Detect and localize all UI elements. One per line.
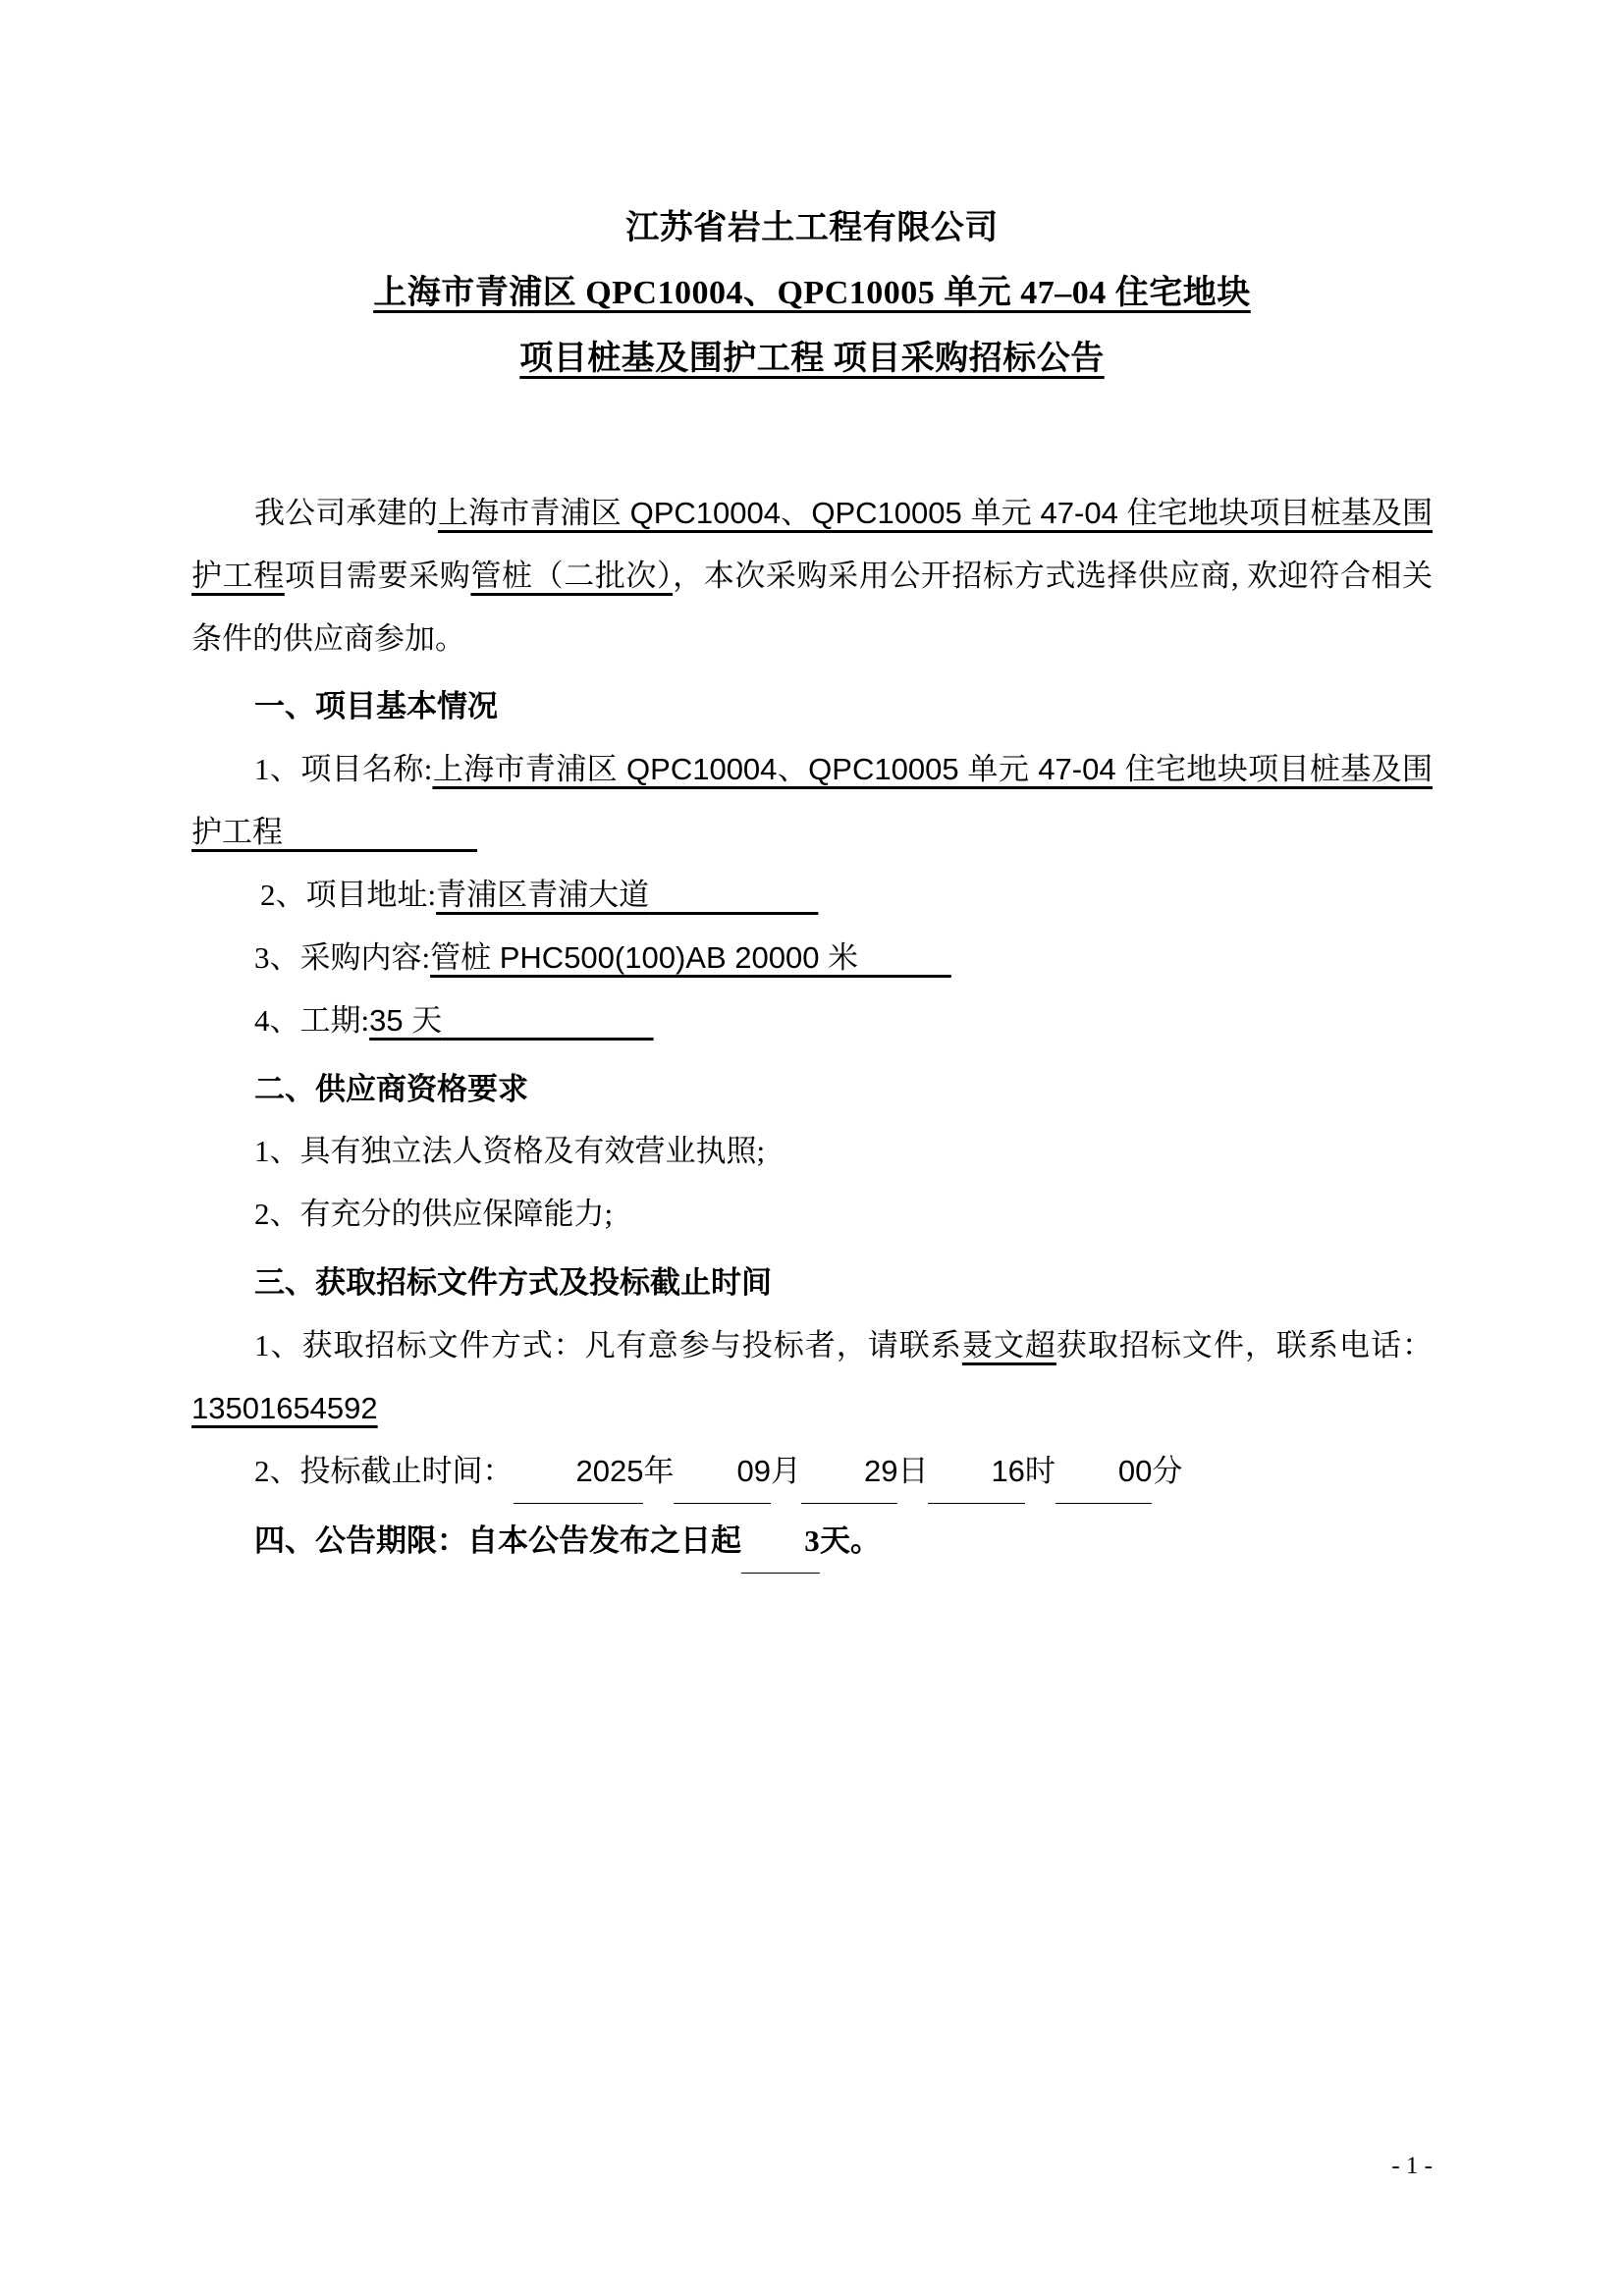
deadline-minute-unit: 分: [1152, 1453, 1183, 1488]
section-3-item-1: [191, 1314, 1433, 1440]
section-1-item-1: [191, 738, 1433, 864]
deadline-year-unit: 年: [643, 1453, 675, 1488]
deadline-day: 29: [801, 1440, 897, 1504]
project-address-label: 2、项目地址:: [260, 878, 437, 913]
deadline-month: 09: [674, 1440, 770, 1504]
section-2-heading: 二、供应商资格要求: [254, 1071, 528, 1106]
purchase-content-trailing-rule: [858, 940, 951, 975]
notice-period-post: 天。: [820, 1522, 881, 1558]
section-2-item-2: 2、有充分的供应保障能力;: [254, 1197, 614, 1232]
duration-value: 35 天: [369, 1002, 443, 1038]
intro-middle: 项目需要采购: [284, 558, 471, 593]
intro-paragraph: [191, 482, 1433, 670]
intro-purchase-item: 管桩（二批次）: [470, 558, 674, 593]
deadline-hour-unit: 时: [1024, 1453, 1056, 1488]
section-3-item-2: [191, 1440, 1433, 1504]
purchase-content-label: 3、采购内容:: [254, 939, 431, 975]
page-title-line-2: 上海市青浦区 QPC10004、QPC10005 单元 47–04 住宅地块: [373, 275, 1251, 312]
section-4-heading: [191, 1510, 1433, 1574]
intro-tail: ，本次采购采用公开招标方式选择供应商, 欢迎符合相关条件的供应商参加。: [191, 558, 1434, 656]
deadline-minute: 00: [1056, 1440, 1152, 1504]
notice-period-days: 3: [741, 1510, 820, 1574]
contact-person: 聂文超: [961, 1328, 1056, 1363]
section-3-heading: 三、获取招标文件方式及投标截止时间: [254, 1265, 772, 1301]
bid-doc-method-mid: 获取招标文件，联系电话：: [1056, 1328, 1434, 1363]
purchase-content-value: 管桩 PHC500(100)AB 20000 米: [430, 939, 859, 975]
project-name-trailing-rule: [283, 815, 477, 849]
deadline-year: 2025: [514, 1440, 644, 1504]
project-name-label: 1、项目名称:: [254, 752, 433, 787]
contact-phone: 13501654592: [191, 1390, 378, 1425]
section-1-item-3: [191, 927, 1433, 989]
notice-period-pre: 四、公告期限：自本公告发布之日起: [254, 1522, 741, 1558]
duration-trailing-rule: [442, 1003, 653, 1038]
page-number: - 1 -: [1391, 2153, 1433, 2179]
section-1-item-2: [191, 864, 1433, 927]
page-title-line-3: 项目桩基及围护工程 项目采购招标公告: [519, 340, 1105, 377]
intro-lead: 我公司承建的: [254, 495, 438, 530]
intro-project-name: 上海市青浦区 QPC10004、QPC10005 单元 47-04 住宅地块项目桩基及围护工程: [191, 495, 1434, 593]
project-address-value: 青浦区青浦大道: [436, 878, 650, 913]
duration-label: 4、工期:: [254, 1002, 370, 1038]
project-address-trailing-rule: [649, 878, 818, 912]
deadline-day-unit: 日: [897, 1453, 929, 1488]
document-title-block: [191, 196, 1433, 392]
document-body: [191, 482, 1433, 1574]
page-title-line-1: 江苏省岩土工程有限公司: [625, 210, 999, 246]
section-1-item-4: [191, 989, 1433, 1052]
deadline-hour: 16: [928, 1440, 1024, 1504]
project-name-value: 上海市青浦区 QPC10004、QPC10005 单元 47-04 住宅地块项目桩基及围护工程: [191, 752, 1433, 850]
deadline-label: 2、投标截止时间：: [254, 1453, 514, 1488]
deadline-month-unit: 月: [770, 1453, 801, 1488]
bid-doc-method-text: 1、获取招标文件方式：凡有意参与投标者，请联系: [254, 1328, 962, 1363]
section-2-item-1: 1、具有独立法人资格及有效营业执照;: [254, 1134, 766, 1169]
section-1-heading: 一、项目基本情况: [254, 689, 498, 724]
